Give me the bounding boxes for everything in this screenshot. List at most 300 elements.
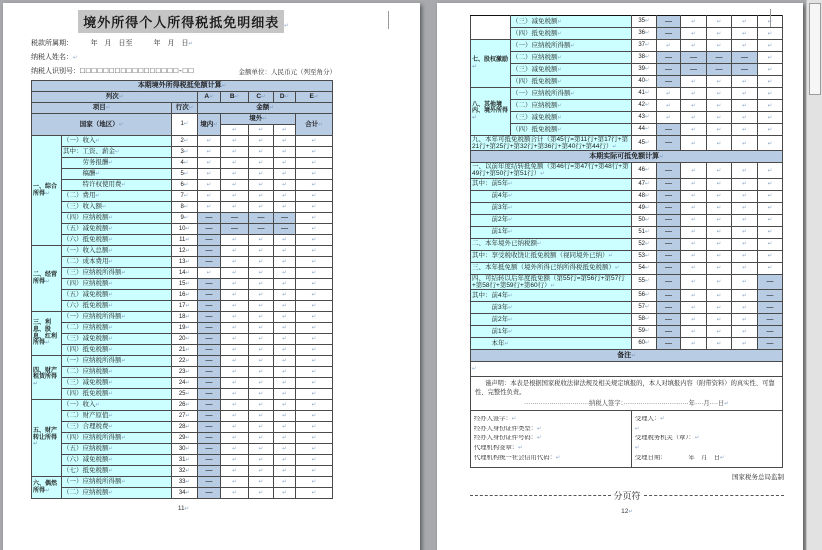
- cell-amount-input[interactable]: [296, 356, 333, 367]
- pilcrow-mark: ↵: [258, 248, 264, 255]
- cell-amount-input[interactable]: [681, 313, 707, 325]
- cell-amount-input[interactable]: [221, 488, 249, 499]
- pilcrow-mark: ↵: [183, 148, 189, 155]
- cell-amount-input[interactable]: [198, 191, 221, 202]
- cell-amount-input[interactable]: [707, 28, 732, 40]
- cell-amount-input[interactable]: [249, 411, 274, 422]
- cell-amount-input[interactable]: [249, 202, 274, 213]
- cell-amount-input[interactable]: [681, 274, 707, 289]
- cell-amount-input[interactable]: [274, 444, 296, 455]
- cell-amount-input[interactable]: [221, 334, 249, 345]
- line-number: 36↵: [632, 28, 657, 40]
- row-label: 二、本年境外已纳税额↵: [471, 238, 632, 250]
- pilcrow-mark: ↵: [115, 149, 120, 156]
- scrollbar-thumb[interactable]: [809, 3, 821, 95]
- cell-amount-input[interactable]: [274, 235, 296, 246]
- cell-amount-input[interactable]: [296, 202, 333, 213]
- pilcrow-mark: ↵: [645, 54, 650, 61]
- cell-amount-input[interactable]: [249, 312, 274, 323]
- cell-amount-input[interactable]: [249, 180, 274, 191]
- cell-amount-input[interactable]: [707, 190, 732, 202]
- cell-amount-input[interactable]: [296, 389, 333, 400]
- acceptance-field[interactable]: 受理税务机关（章）：↵: [635, 435, 700, 442]
- cell-amount-input[interactable]: [274, 268, 296, 279]
- cell-amount-input[interactable]: [274, 147, 296, 158]
- cell-amount-input[interactable]: [296, 213, 333, 224]
- cell-amount-input[interactable]: [758, 40, 783, 52]
- agent-field[interactable]: 代理机构统一社会信用代码：↵: [474, 455, 561, 462]
- cell-amount-input[interactable]: [732, 214, 758, 226]
- cell-amount-input[interactable]: [249, 477, 274, 488]
- row-label: 劳务报酬↵: [62, 158, 172, 169]
- cell-amount-input[interactable]: [681, 100, 707, 112]
- cell-amount-input[interactable]: [274, 367, 296, 378]
- line-number: 35↵: [632, 16, 657, 28]
- cell-amount-input[interactable]: [296, 400, 333, 411]
- cell-amount-input[interactable]: [221, 136, 249, 147]
- cell-amount-input[interactable]: [707, 76, 732, 88]
- line-number: 38↵: [632, 52, 657, 64]
- pilcrow-mark: ↵: [557, 102, 563, 109]
- cell-amount-input[interactable]: [221, 235, 249, 246]
- cell-amount-input[interactable]: [249, 345, 274, 356]
- cell-amount-input[interactable]: [296, 268, 333, 279]
- pilcrow-mark: ↵: [767, 241, 773, 248]
- cell-amount-input[interactable]: [732, 274, 758, 289]
- cell-amount-input[interactable]: [758, 178, 783, 190]
- pilcrow-mark: ↵: [261, 94, 266, 101]
- cell-amount-input[interactable]: [274, 411, 296, 422]
- pilcrow-mark: ↵: [615, 265, 620, 272]
- cell-amount-input[interactable]: [707, 274, 732, 289]
- cell-amount-input[interactable]: [198, 147, 221, 158]
- cell-amount-input[interactable]: [274, 477, 296, 488]
- cell-amount-input[interactable]: [249, 466, 274, 477]
- cell-amount-input[interactable]: [274, 312, 296, 323]
- cell-amount-input[interactable]: [296, 433, 333, 444]
- cell-amount-input[interactable]: [732, 190, 758, 202]
- cell-amount-input[interactable]: [296, 378, 333, 389]
- cell-amount-input[interactable]: [681, 124, 707, 136]
- pilcrow-mark: ↵: [232, 347, 237, 354]
- cell-amount-input[interactable]: [296, 488, 333, 499]
- pilcrow-mark: ↵: [95, 402, 101, 409]
- cell-amount-input[interactable]: [249, 400, 274, 411]
- agent-field[interactable]: 经办人身份证件类型：↵: [474, 425, 542, 432]
- cell-amount-input[interactable]: [296, 466, 333, 477]
- cell-country-input[interactable]: [274, 125, 296, 136]
- cell-amount-input[interactable]: [221, 180, 249, 191]
- taxpayer-id-boxes[interactable]: □□□□□□□□□□□□□□□□□-□□: [80, 66, 195, 75]
- cell-amount-input[interactable]: [681, 289, 707, 301]
- cell-amount-input[interactable]: [732, 16, 758, 28]
- cell-amount-input[interactable]: [758, 112, 783, 124]
- cell-amount-input[interactable]: [681, 250, 707, 262]
- cell-amount-input[interactable]: [681, 88, 707, 100]
- cell-amount-input[interactable]: [707, 238, 732, 250]
- cell-amount-input[interactable]: [221, 323, 249, 334]
- pilcrow-mark: ↵: [121, 479, 127, 486]
- cell-amount-input[interactable]: [249, 235, 274, 246]
- acceptance-field[interactable]: 受理日期： 年 月 日↵: [635, 455, 725, 462]
- cell-amount-input[interactable]: [732, 226, 758, 238]
- cell-amount-input[interactable]: [221, 433, 249, 444]
- cell-amount-input[interactable]: [681, 16, 707, 28]
- pilcrow-mark: ↵: [258, 270, 264, 277]
- cell-amount-input[interactable]: [249, 455, 274, 466]
- table-row: [32, 367, 333, 378]
- cell-amount-input[interactable]: [274, 191, 296, 202]
- cell-amount-input[interactable]: [681, 190, 707, 202]
- cell-amount-input[interactable]: [681, 40, 707, 52]
- cell-amount-input[interactable]: [296, 180, 333, 191]
- cell-amount-input[interactable]: [249, 444, 274, 455]
- agent-field[interactable]: 经办人身份证件号码：↵: [474, 435, 542, 442]
- cell-amount-input[interactable]: [221, 367, 249, 378]
- cell-amount-input[interactable]: [681, 112, 707, 124]
- cell-amount-input[interactable]: [221, 345, 249, 356]
- cell-amount-input[interactable]: [758, 226, 783, 238]
- cell-not-applicable: —: [198, 367, 221, 378]
- cell-amount-input[interactable]: [681, 202, 707, 214]
- pilcrow-mark: ↵: [232, 380, 237, 387]
- cell-amount-input[interactable]: [274, 257, 296, 268]
- cell-amount-input[interactable]: [296, 411, 333, 422]
- cell-amount-input[interactable]: [198, 180, 221, 191]
- cell-amount-input[interactable]: [249, 257, 274, 268]
- cell-amount-input[interactable]: [732, 88, 758, 100]
- cell-amount-input[interactable]: [681, 262, 707, 274]
- cell-amount-input[interactable]: [221, 268, 249, 279]
- cell-amount-input[interactable]: [221, 422, 249, 433]
- cell-amount-input[interactable]: [681, 76, 707, 88]
- cell-amount-input[interactable]: [681, 226, 707, 238]
- cell-amount-input[interactable]: [249, 301, 274, 312]
- pilcrow-mark: ↵: [258, 424, 264, 431]
- cell-amount-input[interactable]: [249, 290, 274, 301]
- cell-amount-input[interactable]: [296, 147, 333, 158]
- cell-amount-input[interactable]: [707, 262, 732, 274]
- cell-amount-input[interactable]: [707, 250, 732, 262]
- pilcrow-mark: ↵: [108, 347, 114, 354]
- cell-not-applicable: —: [657, 124, 681, 136]
- line-number: 34↵: [172, 488, 198, 499]
- cell-amount-input[interactable]: [274, 246, 296, 257]
- cell-amount-input[interactable]: [249, 279, 274, 290]
- cell-amount-input[interactable]: [221, 378, 249, 389]
- cell-amount-input[interactable]: [249, 323, 274, 334]
- pilcrow-mark: ↵: [73, 55, 78, 61]
- cell-amount-input[interactable]: [732, 178, 758, 190]
- cell-amount-input[interactable]: [681, 214, 707, 226]
- cell-amount-input[interactable]: [707, 88, 732, 100]
- cell-amount-input[interactable]: [274, 400, 296, 411]
- cell-amount-input[interactable]: [758, 190, 783, 202]
- cell-country-input[interactable]: [221, 125, 249, 136]
- cell-amount-input[interactable]: [221, 147, 249, 158]
- cell-amount-input[interactable]: [296, 422, 333, 433]
- cell-amount-input[interactable]: [758, 250, 783, 262]
- cell-amount-input[interactable]: [198, 136, 221, 147]
- cell-amount-input[interactable]: [221, 312, 249, 323]
- cell-amount-input[interactable]: [274, 290, 296, 301]
- cell-amount-input[interactable]: [296, 235, 333, 246]
- cell-amount-input[interactable]: [221, 158, 249, 169]
- cell-amount-input[interactable]: [732, 163, 758, 178]
- cell-amount-input[interactable]: [249, 422, 274, 433]
- cell-amount-input[interactable]: [758, 76, 783, 88]
- vertical-scrollbar[interactable]: [806, 0, 822, 550]
- cell-amount-input[interactable]: [758, 64, 783, 76]
- cell-amount-input[interactable]: [296, 246, 333, 257]
- acceptance-field[interactable]: 受理人：↵: [635, 415, 665, 422]
- cell-amount-input[interactable]: [681, 337, 707, 349]
- cell-amount-input[interactable]: [274, 279, 296, 290]
- cell-amount-input[interactable]: [707, 289, 732, 301]
- cell-amount-input[interactable]: [732, 40, 758, 52]
- cell-amount-input[interactable]: [274, 356, 296, 367]
- cell-amount-input[interactable]: [221, 444, 249, 455]
- cell-amount-input[interactable]: [732, 100, 758, 112]
- cell-not-applicable: —: [657, 136, 681, 151]
- cell-amount-input[interactable]: [274, 323, 296, 334]
- cell-amount-input[interactable]: [707, 325, 732, 337]
- table-row: [471, 52, 783, 64]
- cell-amount-input[interactable]: [221, 411, 249, 422]
- pilcrow-mark: ↵: [311, 149, 317, 156]
- cell-amount-input[interactable]: [274, 169, 296, 180]
- cell-amount-input[interactable]: [249, 378, 274, 389]
- cell-amount-input[interactable]: [274, 334, 296, 345]
- cell-amount-input[interactable]: [249, 158, 274, 169]
- cell-amount-input[interactable]: [296, 455, 333, 466]
- cell-amount-input[interactable]: [296, 169, 333, 180]
- cell-amount-input[interactable]: [707, 163, 732, 178]
- cell-amount-input[interactable]: [221, 301, 249, 312]
- table-row: [32, 224, 333, 235]
- pilcrow-mark: ↵: [716, 18, 722, 25]
- cell-amount-input[interactable]: [296, 290, 333, 301]
- cell-amount-input[interactable]: [732, 262, 758, 274]
- cell-amount-input[interactable]: [732, 325, 758, 337]
- cell-amount-input[interactable]: [249, 488, 274, 499]
- cell-amount-input[interactable]: [732, 337, 758, 349]
- cell-amount-input[interactable]: [296, 367, 333, 378]
- row-label: （三）应纳税所得额↵: [62, 268, 172, 279]
- cell-amount-input[interactable]: [274, 345, 296, 356]
- cell-amount-input[interactable]: [732, 238, 758, 250]
- cell-amount-input[interactable]: [221, 466, 249, 477]
- cell-amount-input[interactable]: [681, 163, 707, 178]
- cell-amount-input[interactable]: [657, 40, 681, 52]
- cell-amount-input[interactable]: [681, 28, 707, 40]
- cell-amount-input[interactable]: [249, 356, 274, 367]
- section-label: 三、利息、股息、红利所得↵: [32, 312, 62, 356]
- cell-amount-input[interactable]: [249, 433, 274, 444]
- pilcrow-mark: ↵: [742, 181, 747, 188]
- cell-amount-input[interactable]: [249, 246, 274, 257]
- cell-amount-input[interactable]: [296, 312, 333, 323]
- cell-amount-input[interactable]: [758, 124, 783, 136]
- cell-amount-input[interactable]: [221, 356, 249, 367]
- cell-amount-input[interactable]: [221, 455, 249, 466]
- taxpayer-sign-line: ·······························纳税人签字：·······························年····月····日↵: [524, 399, 729, 407]
- cell-amount-input[interactable]: [221, 257, 249, 268]
- cell-amount-input[interactable]: [707, 337, 732, 349]
- row-label: （六）抵免税额↵: [62, 235, 172, 246]
- agent-field[interactable]: 代理机构签章：↵: [474, 445, 523, 452]
- pilcrow-mark: ↵: [282, 314, 287, 321]
- cell-amount-input[interactable]: [657, 88, 681, 100]
- row-label: （四）应纳税额↵: [62, 279, 172, 290]
- pilcrow-mark: ↵: [716, 193, 722, 200]
- cell-amount-input[interactable]: [732, 124, 758, 136]
- cell-amount-input[interactable]: [707, 301, 732, 313]
- cell-amount-input[interactable]: [707, 16, 732, 28]
- cell-amount-input[interactable]: [758, 202, 783, 214]
- cell-amount-input[interactable]: [732, 28, 758, 40]
- cell-amount-input[interactable]: [681, 136, 707, 151]
- cell-amount-input[interactable]: [681, 178, 707, 190]
- cell-amount-input[interactable]: [732, 250, 758, 262]
- cell-amount-input[interactable]: [707, 40, 732, 52]
- cell-amount-input[interactable]: [707, 202, 732, 214]
- cell-amount-input[interactable]: [758, 28, 783, 40]
- pilcrow-mark: ↵: [118, 121, 124, 128]
- cell-amount-input[interactable]: [274, 466, 296, 477]
- cell-amount-input[interactable]: [296, 136, 333, 147]
- row-label: 前2年↵: [471, 214, 632, 226]
- cell-amount-input[interactable]: [732, 313, 758, 325]
- cell-amount-input[interactable]: [296, 477, 333, 488]
- cell-amount-input[interactable]: [249, 147, 274, 158]
- cell-amount-input[interactable]: [758, 214, 783, 226]
- pilcrow-mark: ↵: [694, 435, 700, 442]
- table-row: [471, 337, 783, 349]
- cell-amount-input[interactable]: [221, 389, 249, 400]
- pilcrow-mark: ↵: [742, 340, 747, 347]
- cell-amount-input[interactable]: [707, 178, 732, 190]
- section-label: 六、偶然所得↵: [32, 477, 62, 499]
- acceptance-field[interactable]: [635, 445, 779, 452]
- cell-amount-input[interactable]: [681, 325, 707, 337]
- acceptance-field[interactable]: [635, 426, 779, 433]
- cell-amount-input[interactable]: [274, 180, 296, 191]
- cell-amount-input[interactable]: [732, 289, 758, 301]
- cell-amount-input[interactable]: [221, 477, 249, 488]
- cell-amount-input[interactable]: [707, 124, 732, 136]
- cell-amount-input[interactable]: [221, 290, 249, 301]
- cell-amount-input[interactable]: [758, 100, 783, 112]
- cell-amount-input[interactable]: [274, 389, 296, 400]
- cell-amount-input[interactable]: [758, 88, 783, 100]
- cell-amount-input[interactable]: [707, 112, 732, 124]
- cell-amount-input[interactable]: [707, 100, 732, 112]
- cell-amount-input[interactable]: [198, 268, 221, 279]
- cell-amount-input[interactable]: [274, 433, 296, 444]
- cell-amount-input[interactable]: [732, 112, 758, 124]
- cell-amount-input[interactable]: [296, 279, 333, 290]
- cell-amount-input[interactable]: [249, 389, 274, 400]
- cell-amount-input[interactable]: [707, 226, 732, 238]
- pilcrow-mark: ↵: [767, 42, 773, 49]
- cell-amount-input[interactable]: [758, 262, 783, 274]
- cell-amount-input[interactable]: [732, 76, 758, 88]
- cell-amount-input[interactable]: [296, 345, 333, 356]
- cell-amount-input[interactable]: [274, 378, 296, 389]
- pilcrow-mark: ↵: [742, 30, 747, 37]
- cell-amount-input[interactable]: [274, 455, 296, 466]
- cell-amount-input[interactable]: [249, 268, 274, 279]
- cell-amount-input[interactable]: [198, 169, 221, 180]
- cell-amount-input[interactable]: [274, 301, 296, 312]
- cell-amount-input[interactable]: [296, 158, 333, 169]
- cell-amount-input[interactable]: [296, 224, 333, 235]
- cell-amount-input[interactable]: [707, 136, 732, 151]
- cell-amount-input[interactable]: [657, 112, 681, 124]
- cell-amount-input[interactable]: [758, 238, 783, 250]
- cell-amount-input[interactable]: [707, 214, 732, 226]
- notes-input-cell[interactable]: [471, 361, 783, 376]
- cell-amount-input[interactable]: [296, 257, 333, 268]
- cell-amount-input[interactable]: [249, 367, 274, 378]
- cell-amount-input[interactable]: [221, 202, 249, 213]
- cell-amount-input[interactable]: [221, 191, 249, 202]
- pilcrow-mark: ↵: [282, 138, 287, 145]
- cell-amount-input[interactable]: [657, 100, 681, 112]
- cell-amount-input[interactable]: [274, 158, 296, 169]
- cell-amount-input[interactable]: [758, 136, 783, 151]
- cell-amount-input[interactable]: [296, 323, 333, 334]
- cell-country-input[interactable]: [249, 125, 274, 136]
- line-number: 24↵: [172, 378, 198, 389]
- cell-amount-input[interactable]: [274, 488, 296, 499]
- cell-amount-input[interactable]: [274, 422, 296, 433]
- cell-amount-input[interactable]: [198, 202, 221, 213]
- cell-amount-input[interactable]: [681, 238, 707, 250]
- cell-amount-input[interactable]: [221, 169, 249, 180]
- cell-amount-input[interactable]: [274, 136, 296, 147]
- cell-amount-input[interactable]: [296, 191, 333, 202]
- cell-amount-input[interactable]: [198, 158, 221, 169]
- agent-field[interactable]: 经办人签字：↵: [474, 415, 517, 422]
- cell-amount-input[interactable]: [732, 202, 758, 214]
- pilcrow-mark: ↵: [282, 391, 287, 398]
- cell-amount-input[interactable]: [296, 444, 333, 455]
- cell-amount-input[interactable]: [681, 301, 707, 313]
- cell-amount-input[interactable]: [758, 163, 783, 178]
- form-meta: [31, 38, 336, 76]
- cell-not-applicable: —: [657, 325, 681, 337]
- cell-amount-input[interactable]: [732, 136, 758, 151]
- table-row: [32, 92, 333, 103]
- cell-amount-input[interactable]: [732, 301, 758, 313]
- cell-amount-input[interactable]: [221, 246, 249, 257]
- cell-amount-input[interactable]: [296, 301, 333, 312]
- cell-amount-input[interactable]: [296, 334, 333, 345]
- cell-amount-input[interactable]: [221, 400, 249, 411]
- cell-amount-input[interactable]: [249, 136, 274, 147]
- cell-amount-input[interactable]: [221, 279, 249, 290]
- cell-amount-input[interactable]: [249, 334, 274, 345]
- cell-amount-input[interactable]: [707, 313, 732, 325]
- cell-amount-input[interactable]: [249, 191, 274, 202]
- table-row: [32, 103, 333, 114]
- cell-amount-input[interactable]: [249, 169, 274, 180]
- cell-amount-input[interactable]: [758, 52, 783, 64]
- cell-amount-input[interactable]: [274, 202, 296, 213]
- line-number: 18↵: [172, 312, 198, 323]
